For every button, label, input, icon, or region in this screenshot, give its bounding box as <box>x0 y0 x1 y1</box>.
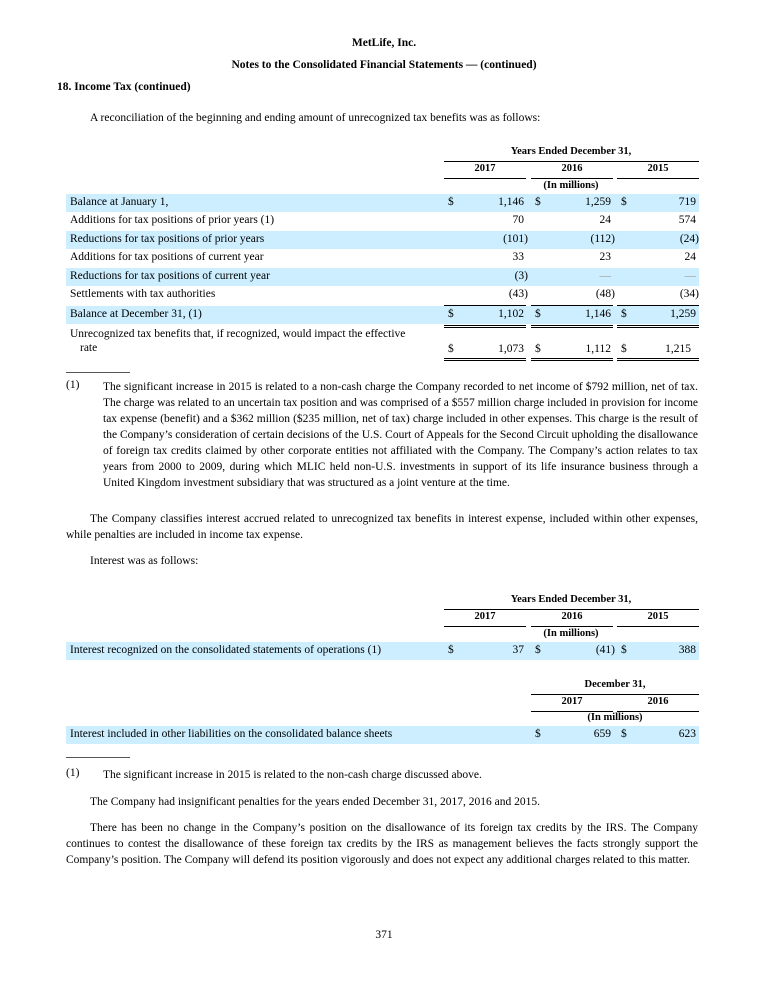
divider <box>444 626 526 627</box>
double-underline <box>531 358 613 361</box>
currency-symbol: $ <box>621 644 627 656</box>
currency-symbol: $ <box>535 196 541 208</box>
value-2015: 24 <box>684 251 696 263</box>
value-2017: 33 <box>512 251 524 263</box>
page-subtitle: Notes to the Consolidated Financial Statements — (continued) <box>231 59 537 71</box>
row-label: Additions for tax positions of current year <box>70 251 264 263</box>
footnote-separator <box>66 757 130 758</box>
table2-period-header: Years Ended December 31, <box>510 594 632 605</box>
row-label: Interest recognized on the consolidated statements of operations (1) <box>70 644 382 656</box>
row-label: Reductions for tax positions of current year <box>70 270 270 282</box>
value-2017: 1,073 <box>498 343 524 355</box>
table2-col-2016: 2016 <box>561 611 583 622</box>
divider <box>531 626 613 627</box>
row-label: Balance at December 31, (1) <box>70 308 202 320</box>
value-2016: 1,112 <box>585 343 611 355</box>
value-2017: 1,146 <box>498 196 524 208</box>
row-label: Interest included in other liabilities on the consolidated balance sheets <box>70 728 393 740</box>
table2-col-2015: 2015 <box>647 611 669 622</box>
double-underline <box>444 358 526 361</box>
currency-symbol: $ <box>621 728 627 740</box>
interest-intro: Interest was as follows: <box>90 555 199 567</box>
divider <box>444 161 699 162</box>
value-2015: (24) <box>679 233 699 245</box>
currency-symbol: $ <box>448 308 454 320</box>
footnote-text: The significant increase in 2015 is related to a non-cash charge the Company recorded to net income of $792 million, net of tax. The charge was related to an uncertain tax position and was comprised of a $557 million charge included in provision for income tax expense (benefit) and a $362 million ($235 million, net of tax) charge included in other expenses. This charge is the result of the Company’s consideration of certain decisions of the U.S. Court of Appeals for the Second Circuit upholding the disallowance of foreign tax credits claimed by other corporate entities not affiliated with the Company. The Company’s action relates to tax years from 2000 to 2009, during which MLIC held non-U.S. investments in support of its life insurance business through a United Kingdom investment subsidiary that was structured as a joint venture at the time. <box>103 381 698 489</box>
row-label: Reductions for tax positions of prior years <box>70 233 265 245</box>
position-paragraph: There has been no change in the Company’s position on the disallowance of its foreign tax credits by the IRS. The Company continues to contest the disallowance of these foreign tax credits by the IRS as management believes the facts strongly support the Company’s position. The Company will defend its position vigorously and does not expect any additional charges related to this matter. <box>66 822 698 866</box>
divider <box>444 178 526 179</box>
value-2015: — <box>684 270 696 282</box>
value-2017: (3) <box>514 270 528 282</box>
interest-classification-paragraph: The Company classifies interest accrued related to unrecognized tax benefits in interest expense, included within other expenses, while penalties are included in income tax expense. <box>66 513 698 541</box>
value-2016: 623 <box>678 728 696 740</box>
row-label: Settlements with tax authorities <box>70 288 216 300</box>
currency-symbol: $ <box>448 644 454 656</box>
divider <box>531 178 613 179</box>
currency-symbol: $ <box>448 196 454 208</box>
divider <box>531 694 699 695</box>
value-2015: 719 <box>678 196 696 208</box>
value-2016: (112) <box>590 233 615 245</box>
row-label: Balance at January 1, <box>70 196 169 208</box>
row-label: Unrecognized tax benefits that, if recognized, would impact the effective <box>70 328 406 340</box>
table-row <box>66 231 699 249</box>
company-name: MetLife, Inc. <box>351 37 417 49</box>
page-number: 371 <box>375 929 393 941</box>
table-row <box>66 286 699 304</box>
row-label: Additions for tax positions of prior years (1) <box>70 214 275 226</box>
table-row <box>66 268 699 286</box>
table3-period-header: December 31, <box>584 679 646 690</box>
table-row <box>66 328 699 360</box>
currency-symbol: $ <box>535 644 541 656</box>
value-2016: — <box>599 270 611 282</box>
divider <box>617 178 699 179</box>
footnote-text: The significant increase in 2015 is related to the non-cash charge discussed above. <box>103 769 482 781</box>
footnote-separator <box>66 372 130 373</box>
value-2015: 1,259 <box>670 308 696 320</box>
footnote-mark: (1) <box>66 767 80 779</box>
value-2016: 1,146 <box>585 308 611 320</box>
table1-col-2016: 2016 <box>561 163 583 174</box>
table-row <box>66 194 699 212</box>
footnote-mark: (1) <box>66 379 80 391</box>
currency-symbol: $ <box>621 343 627 355</box>
value-2017: 70 <box>512 214 524 226</box>
table-row <box>66 249 699 267</box>
currency-symbol: $ <box>535 343 541 355</box>
row-label-continued: rate <box>80 342 98 354</box>
value-2017: 1,102 <box>498 308 524 320</box>
table1-col-2017: 2017 <box>474 163 496 174</box>
table2-col-2017: 2017 <box>474 611 496 622</box>
currency-symbol: $ <box>535 308 541 320</box>
currency-symbol: $ <box>448 343 454 355</box>
table-row <box>66 306 699 324</box>
table3-col-2017: 2017 <box>561 696 583 707</box>
double-underline <box>617 358 699 361</box>
value-2016: 24 <box>599 214 611 226</box>
table1-period-header: Years Ended December 31, <box>510 146 632 157</box>
table1-units: (In millions) <box>543 180 599 191</box>
table-row <box>66 642 699 660</box>
value-2015: 1,215 <box>665 343 691 355</box>
value-2016: 1,259 <box>585 196 611 208</box>
currency-symbol: $ <box>621 308 627 320</box>
value-2016: (41) <box>595 644 615 656</box>
section-title: 18. Income Tax (continued) <box>57 81 191 93</box>
value-2015: (34) <box>679 288 699 300</box>
divider <box>617 626 699 627</box>
penalties-paragraph: The Company had insignificant penalties for the years ended December 31, 2017, 2016 and 2015. <box>90 796 540 808</box>
value-2017: (43) <box>508 288 528 300</box>
value-2015: 388 <box>678 644 696 656</box>
table3-units: (In millions) <box>587 712 643 723</box>
table-row <box>66 726 699 744</box>
value-2016: 23 <box>599 251 611 263</box>
intro-paragraph: A reconciliation of the beginning and ending amount of unrecognized tax benefits was as follows: <box>90 112 541 124</box>
table3-col-2016: 2016 <box>647 696 669 707</box>
table-row <box>66 212 699 230</box>
currency-symbol: $ <box>621 196 627 208</box>
value-2017: 659 <box>593 728 611 740</box>
value-2016: (48) <box>595 288 615 300</box>
table2-units: (In millions) <box>543 628 599 639</box>
currency-symbol: $ <box>535 728 541 740</box>
value-2015: 574 <box>678 214 696 226</box>
divider <box>444 609 699 610</box>
table1-col-2015: 2015 <box>647 163 669 174</box>
value-2017: 37 <box>512 644 524 656</box>
value-2017: (101) <box>503 233 528 245</box>
